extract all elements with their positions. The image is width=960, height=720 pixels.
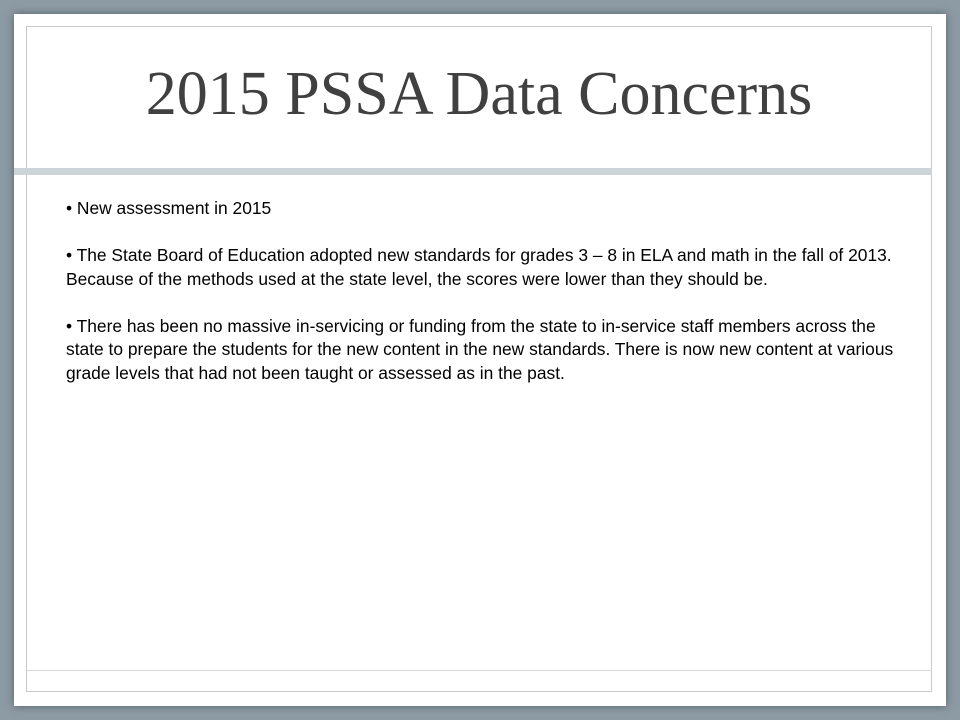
slide [14,14,946,706]
title-area [26,26,932,168]
bullet-new-standards: • The State Board of Education adopted new standards for grades 3 – 8 in ELA and math in the fall of 2013. Because of the methods used at the state level, the scores were lower than they should be. [66,245,892,289]
bullet-no-in-servicing: • There has been no massive in-servicing or funding from the state to in-service staff members across the state to prepare the students for the new content in the new standards. There is now new content at various grade levels that had not been taught or assessed as in the past. [66,315,894,383]
slide-body [66,197,916,409]
title-divider [14,168,932,175]
footer-divider [26,670,932,671]
slide-title: 2015 PSSA Data Concerns [145,60,813,128]
bullet-new-assessment: • New assessment in 2015 [66,198,272,218]
